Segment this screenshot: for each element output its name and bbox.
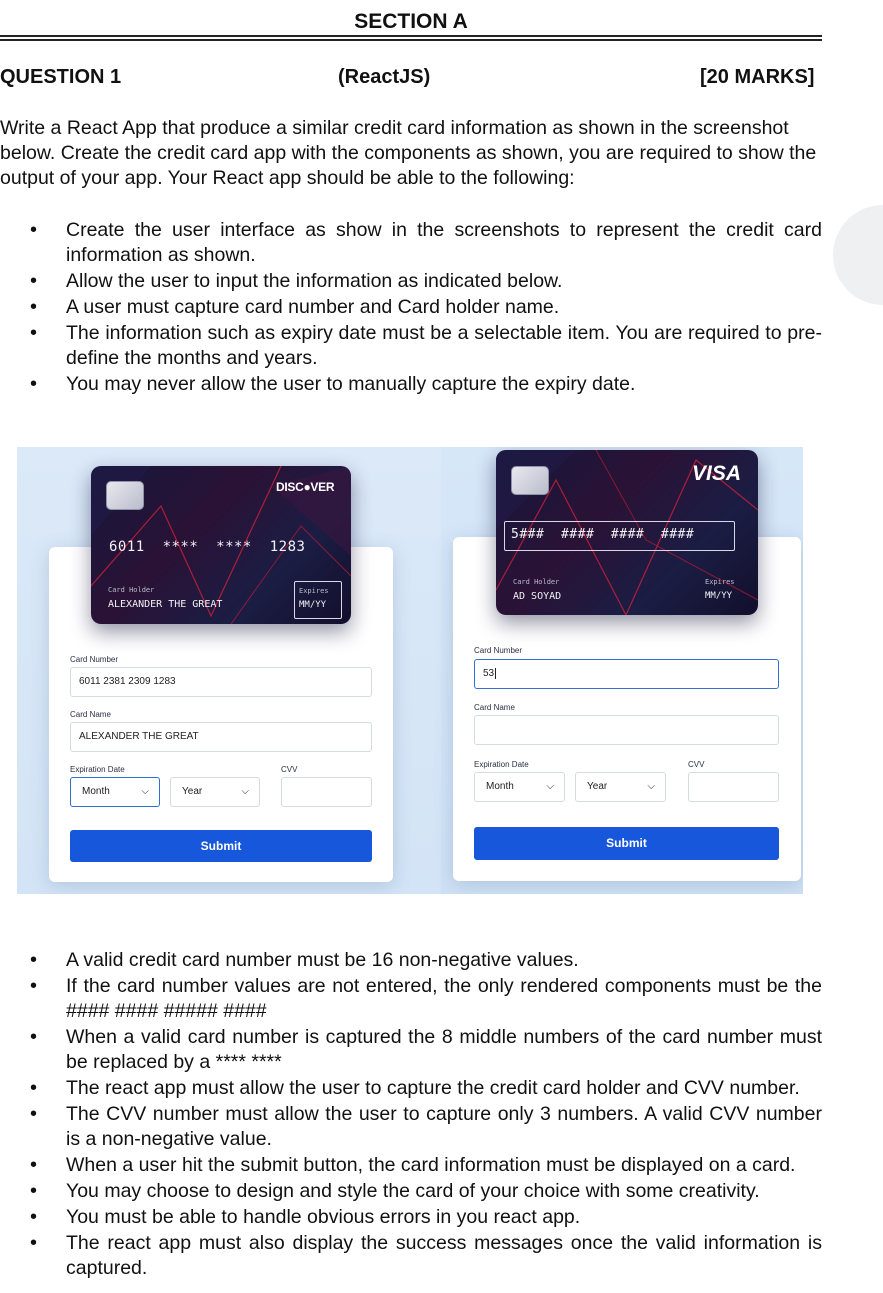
year-select-value: Year [587,781,608,792]
expires-value: MM/YY [299,600,327,610]
card-number-label: Card Number [474,646,523,655]
card-name-input[interactable] [474,715,779,745]
year-select-value: Year [182,786,203,797]
visa-logo: VISA [692,462,742,485]
card-chip-icon [511,466,549,495]
chevron-down-icon: ⌵ [546,781,554,792]
credit-card-app-screenshot [17,447,803,894]
expires-label: Expires [299,587,329,595]
card-number-input-value: 53 [483,668,495,679]
submit-button[interactable]: Submit [70,830,372,862]
card-name-input[interactable]: ALEXANDER THE GREAT [70,722,372,752]
month-select-value: Month [82,786,110,797]
cvv-label: CVV [688,760,705,769]
list-item: • When a user hit the submit button, the card information must be displayed on a card. [0,1153,822,1178]
question-topic: (ReactJS) [338,66,431,88]
chevron-down-icon: ⌵ [647,781,655,792]
month-select[interactable] [70,777,160,807]
chevron-down-icon: ⌵ [241,786,249,797]
list-item: • If the card number values are not entered, the only rendered components must be the #### #### ##### #### [0,974,822,1024]
card-number-input[interactable]: 6011 2381 2309 1283 [70,667,372,697]
cvv-input[interactable] [688,772,779,802]
intro-paragraph: Write a React App that produce a similar credit card information as shown in the screenshot below. Create the credit card app with the components as shown, you are required to show the output of your app. Your React app should be able to the following: [0,117,817,189]
month-select[interactable] [474,772,565,802]
divider-line [0,35,822,37]
expires-value: MM/YY [705,591,733,601]
list-item: • When a valid card number is captured the 8 middle numbers of the card number must be replaced by a **** **** [0,1025,822,1075]
discover-logo: DISC●VER [276,480,335,494]
expiration-date-label: Expiration Date [70,765,125,774]
year-select[interactable] [575,772,666,802]
card-holder-value: AD SOYAD [513,591,562,602]
list-item: • Allow the user to input the information as indicated below. [0,269,822,294]
list-item: • The react app must allow the user to capture the credit card holder and CVV number. [0,1076,822,1101]
submit-button[interactable]: Submit [474,827,779,860]
section-title: SECTION A [354,10,468,33]
cvv-input[interactable] [281,777,372,807]
expiration-date-label: Expiration Date [474,760,529,769]
list-item: • You must be able to handle obvious errors in you react app. [0,1205,822,1230]
list-item: • A valid credit card number must be 16 non-negative values. [0,948,822,973]
decorative-circle [833,205,883,305]
list-item: • The information such as expiry date must be a selectable item. You are required to pre-define the months and years. [0,321,822,371]
list-item: • You may choose to design and style the card of your choice with some creativity. [0,1179,822,1204]
cvv-label: CVV [281,765,298,774]
requirements-list-bottom [0,948,822,1282]
question-number: QUESTION 1 [0,66,122,88]
question-marks: [20 MARKS] [700,66,815,88]
chevron-down-icon: ⌵ [141,786,149,797]
card-holder-label: Card Holder [108,586,155,594]
card-holder-label: Card Holder [513,578,560,586]
card-chip-icon [106,481,144,510]
card-number-display: 5### #### #### #### [511,527,695,542]
card-name-label: Card Name [474,703,515,712]
list-item: • The react app must also display the success messages once the valid information is captured. [0,1231,822,1281]
list-item: • A user must capture card number and Card holder name. [0,295,822,320]
divider-line [0,39,822,41]
month-select-value: Month [486,781,514,792]
card-number-input[interactable] [474,659,779,689]
list-item: • The CVV number must allow the user to capture only 3 numbers. A valid CVV number is a non-negative value. [0,1102,822,1152]
card-number-label: Card Number [70,655,119,664]
expires-label: Expires [705,578,735,586]
card-holder-value: ALEXANDER THE GREAT [108,599,223,610]
card-name-label: Card Name [70,710,111,719]
list-item: • You may never allow the user to manually capture the expiry date. [0,372,822,397]
card-number-display: 6011 **** **** 1283 [109,539,306,555]
left-credit-card [91,466,351,624]
list-item: • Create the user interface as show in the screenshots to represent the credit card information as shown. [0,218,822,268]
text-cursor [495,668,496,679]
year-select[interactable] [170,777,260,807]
requirements-list-top [0,218,822,398]
right-credit-card [496,450,758,615]
